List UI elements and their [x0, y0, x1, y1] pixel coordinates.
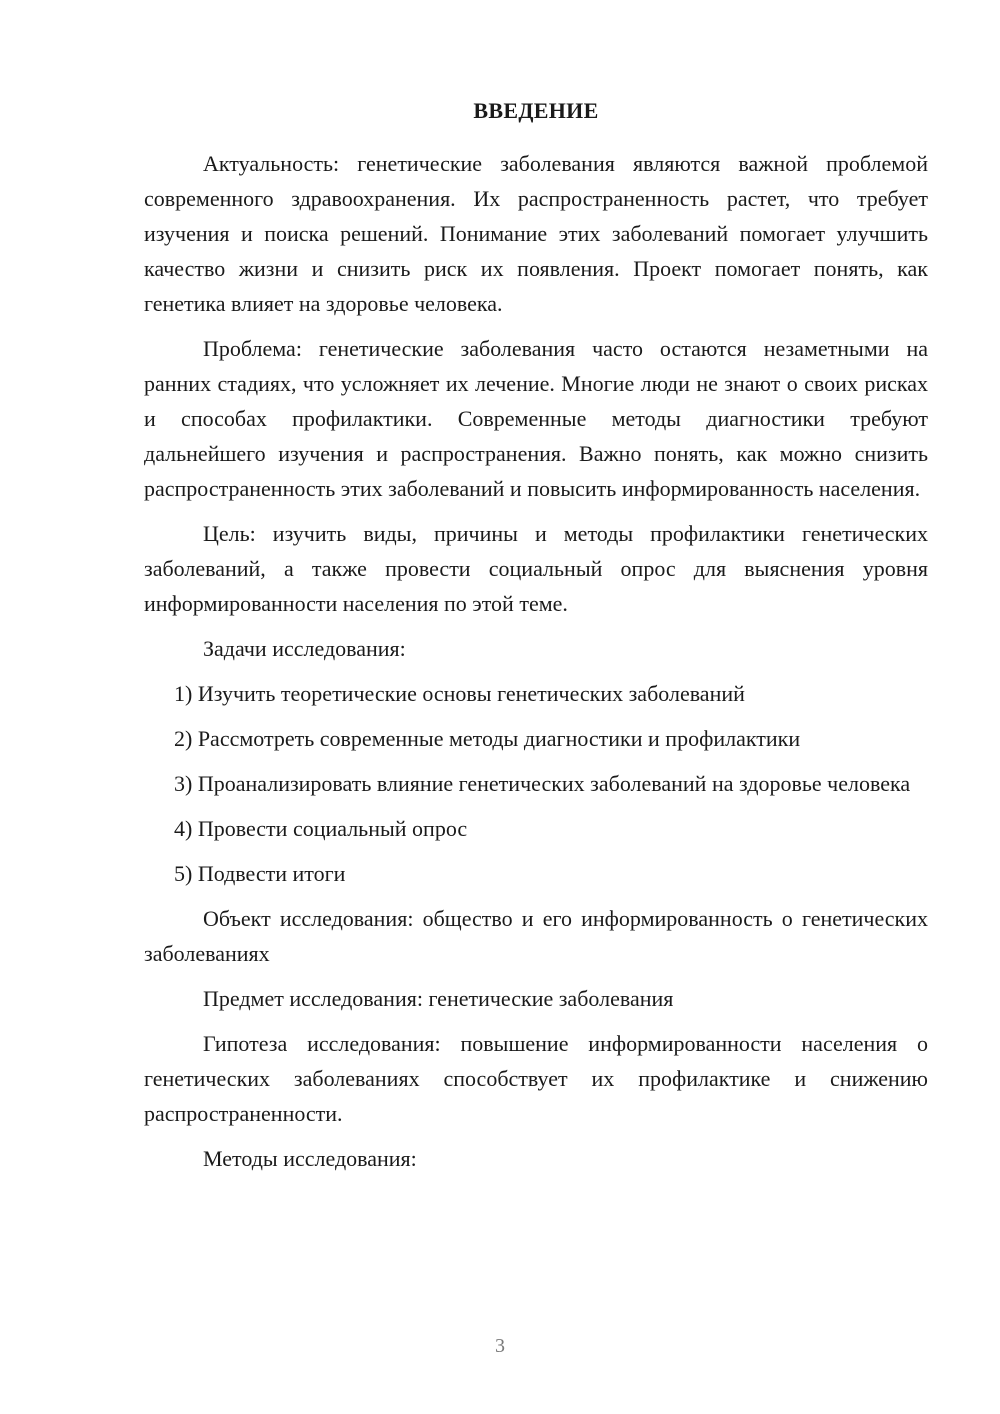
paragraph-object: Объект исследования: общество и его информированность о генетических заболеваниях	[144, 906, 928, 966]
paragraph-hypothesis: Гипотеза исследования: повышение информированности населения о генетических заболеваниях способствует их профилактике и снижению распространенности.	[144, 1031, 928, 1126]
document-page	[144, 96, 928, 1186]
task-item: 5) Подвести итоги	[174, 861, 346, 886]
paragraph-problem: Проблема: генетические заболевания часто остаются незаметными на ранних стадиях, что усложняет их лечение. Многие люди не знают о своих рисках и способах профилактики. Современные методы диагностики требуют дальнейшего изучения и распространения. Важно понять, как можно снизить распространенность этих заболеваний и повысить информированность населения.	[144, 336, 928, 501]
task-item: 3) Проанализировать влияние генетических заболеваний на здоровье человека	[174, 771, 911, 796]
paragraph-relevance: Актуальность: генетические заболевания являются важной проблемой современного здравоохранения. Их распространенность растет, что требует изучения и поиска решений. Понимание этих заболеваний помогает улучшить качество жизни и снизить риск их появления. Проект помогает понять, как генетика влияет на здоровье человека.	[144, 151, 928, 316]
paragraph-goal: Цель: изучить виды, причины и методы профилактики генетических заболеваний, а также провести социальный опрос для выяснения уровня информированности населения по этой теме.	[144, 521, 928, 616]
task-item: 2) Рассмотреть современные методы диагностики и профилактики	[174, 726, 801, 751]
paragraph-subject: Предмет исследования: генетические заболевания	[203, 986, 674, 1011]
task-item: 1) Изучить теоретические основы генетических заболеваний	[174, 681, 745, 706]
paragraph-methods: Методы исследования:	[203, 1146, 417, 1171]
task-list	[144, 676, 928, 891]
section-title: ВВЕДЕНИЕ	[473, 98, 599, 123]
paragraph-tasks-heading: Задачи исследования:	[203, 636, 406, 661]
page-number: 3	[495, 1335, 505, 1357]
task-item: 4) Провести социальный опрос	[174, 816, 468, 841]
